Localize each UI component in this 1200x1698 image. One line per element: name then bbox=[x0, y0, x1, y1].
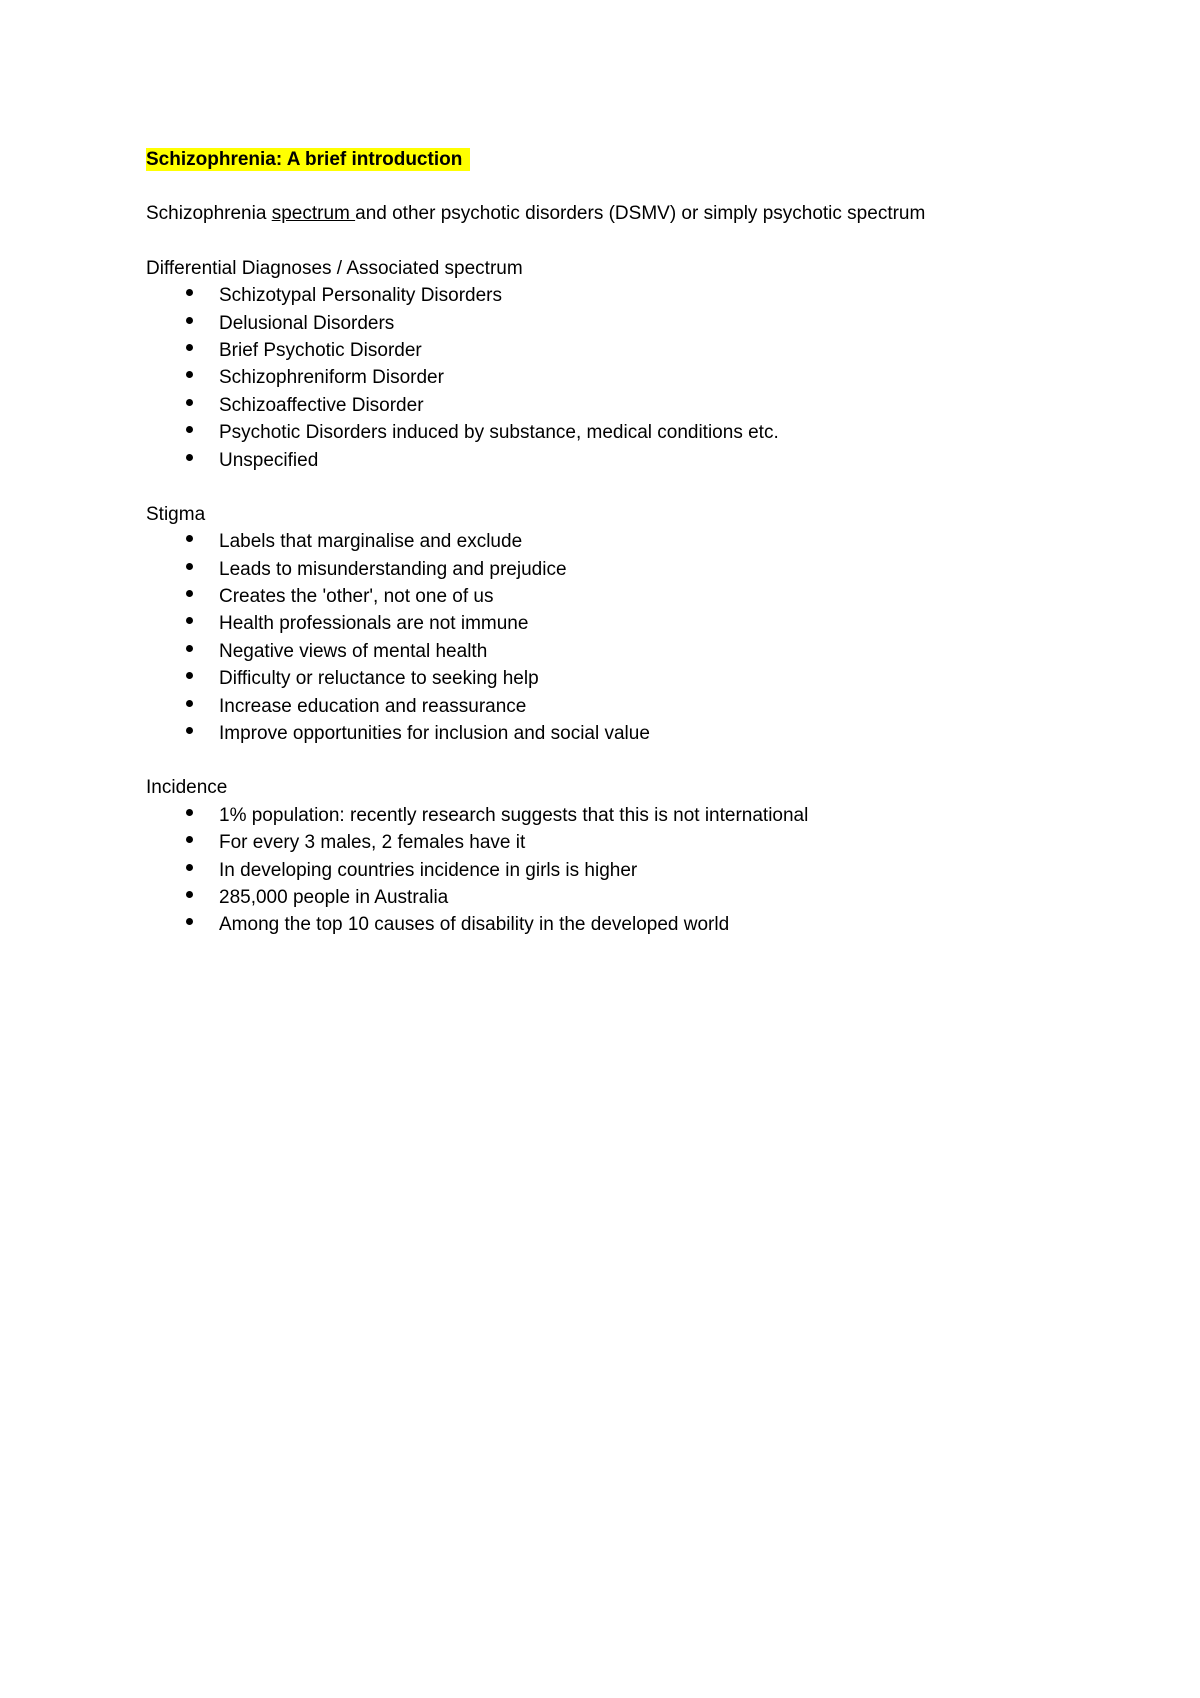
list-item bbox=[146, 556, 1046, 583]
list-item bbox=[146, 392, 1046, 419]
intro-paragraph bbox=[146, 200, 1046, 227]
bullet-icon bbox=[186, 563, 193, 570]
document-body bbox=[146, 146, 1046, 939]
section-heading: Incidence bbox=[146, 777, 228, 799]
page-title: Schizophrenia: A brief introduction bbox=[146, 148, 470, 171]
list-item-text: Schizoaffective Disorder bbox=[219, 394, 424, 416]
list-item bbox=[146, 282, 1046, 309]
bullet-list bbox=[146, 282, 1046, 474]
list-item-text: Psychotic Disorders induced by substance, medical conditions etc. bbox=[219, 422, 779, 444]
list-item-text: Health professionals are not immune bbox=[219, 613, 529, 635]
list-item bbox=[146, 720, 1046, 747]
bullet-icon bbox=[186, 809, 193, 816]
bullet-list bbox=[146, 802, 1046, 939]
intro-underlined-text: spectrum bbox=[271, 203, 356, 225]
section-heading: Differential Diagnoses / Associated spectrum bbox=[146, 257, 523, 279]
list-item-text: Schizotypal Personality Disorders bbox=[219, 285, 503, 307]
list-item bbox=[146, 802, 1046, 829]
list-item bbox=[146, 337, 1046, 364]
bullet-icon bbox=[186, 864, 193, 871]
list-item-text: Improve opportunities for inclusion and social value bbox=[219, 723, 650, 745]
bullet-icon bbox=[186, 289, 193, 296]
bullet-icon bbox=[186, 727, 193, 734]
list-item bbox=[146, 364, 1046, 391]
list-item-text: Delusional Disorders bbox=[219, 312, 395, 334]
bullet-icon bbox=[186, 535, 193, 542]
bullet-icon bbox=[186, 590, 193, 597]
list-item bbox=[146, 857, 1046, 884]
list-item-text: Unspecified bbox=[219, 449, 319, 471]
list-item bbox=[146, 884, 1046, 911]
section-differential-diagnoses bbox=[146, 255, 1046, 474]
list-item bbox=[146, 528, 1046, 555]
bullet-icon bbox=[186, 371, 193, 378]
bullet-icon bbox=[186, 918, 193, 925]
intro-text-before: Schizophrenia bbox=[146, 203, 272, 225]
list-item-text: Negative views of mental health bbox=[219, 640, 488, 662]
bullet-icon bbox=[186, 700, 193, 707]
list-item-text: Difficulty or reluctance to seeking help bbox=[219, 668, 539, 690]
list-item-text: 285,000 people in Australia bbox=[219, 886, 449, 908]
bullet-icon bbox=[186, 891, 193, 898]
list-item bbox=[146, 693, 1046, 720]
bullet-icon bbox=[186, 645, 193, 652]
list-item bbox=[146, 665, 1046, 692]
bullet-icon bbox=[186, 344, 193, 351]
list-item bbox=[146, 829, 1046, 856]
title-line bbox=[146, 146, 1046, 173]
list-item-text: Leads to misunderstanding and prejudice bbox=[219, 558, 567, 580]
list-item-text: Labels that marginalise and exclude bbox=[219, 531, 523, 553]
list-item-text: 1% population: recently research suggests that this is not international bbox=[219, 804, 809, 826]
list-item-text: Among the top 10 causes of disability in the developed world bbox=[219, 914, 730, 936]
bullet-icon bbox=[186, 317, 193, 324]
bullet-icon bbox=[186, 454, 193, 461]
list-item bbox=[146, 911, 1046, 938]
list-item bbox=[146, 447, 1046, 474]
list-item-text: Brief Psychotic Disorder bbox=[219, 339, 422, 361]
list-item bbox=[146, 610, 1046, 637]
section-incidence bbox=[146, 774, 1046, 938]
bullet-list bbox=[146, 528, 1046, 747]
list-item-text: Increase education and reassurance bbox=[219, 695, 527, 717]
intro-text-after: and other psychotic disorders (DSMV) or simply psychotic spectrum bbox=[355, 203, 926, 225]
list-item-text: In developing countries incidence in girls is higher bbox=[219, 859, 638, 881]
section-stigma bbox=[146, 501, 1046, 748]
bullet-icon bbox=[186, 399, 193, 406]
list-item-text: Schizophreniform Disorder bbox=[219, 367, 444, 389]
bullet-icon bbox=[186, 426, 193, 433]
list-item bbox=[146, 419, 1046, 446]
list-item-text: Creates the 'other', not one of us bbox=[219, 586, 494, 608]
list-item bbox=[146, 310, 1046, 337]
section-heading: Stigma bbox=[146, 503, 206, 525]
list-item bbox=[146, 583, 1046, 610]
list-item bbox=[146, 638, 1046, 665]
bullet-icon bbox=[186, 836, 193, 843]
list-item-text: For every 3 males, 2 females have it bbox=[219, 832, 526, 854]
bullet-icon bbox=[186, 672, 193, 679]
bullet-icon bbox=[186, 617, 193, 624]
